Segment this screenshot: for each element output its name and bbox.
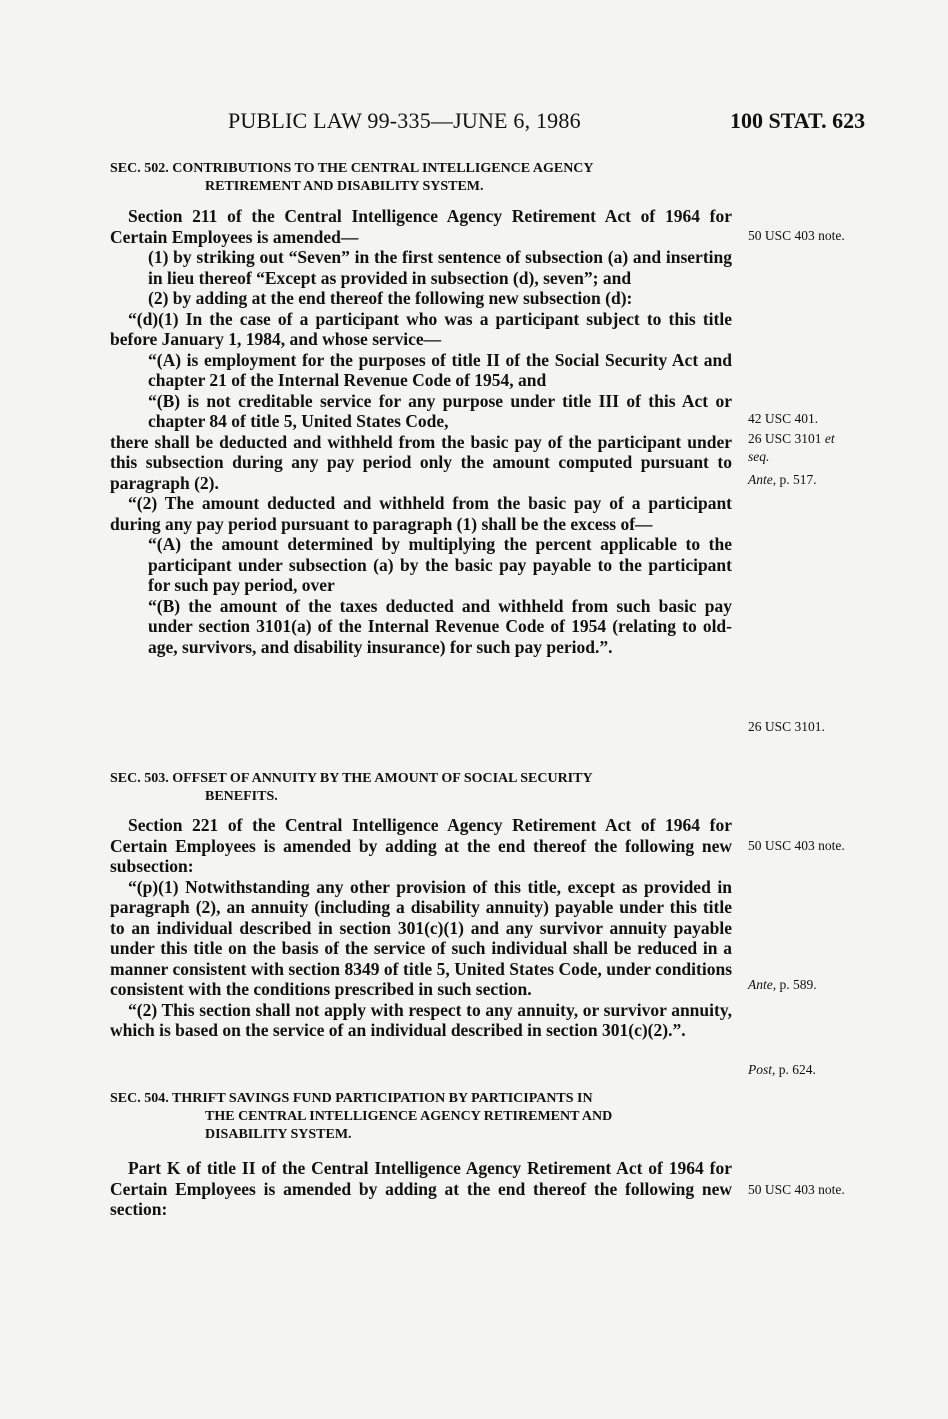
section-503-heading-line1: SEC. 503. OFFSET OF ANNUITY BY THE AMOUNT OF SOCIAL SECURITY: [110, 771, 593, 786]
section-504-heading: [110, 1090, 732, 1144]
section-502-intro: Section 211 of the Central Intelligence Agency Retirement Act of 1964 for Certain Employees is amended—: [110, 206, 732, 247]
section-504: [110, 1090, 732, 1144]
section-504-intro: Part K of title II of the Central Intelligence Agency Retirement Act of 1964 for Certain Employees is amended by adding at the end thereof the following new section:: [110, 1158, 732, 1219]
subsection-d-1: “(d)(1) In the case of a participant who was a participant subject to this title before January 1, 1984, and whose service—: [110, 308, 732, 349]
section-503-heading-line2: BENEFITS.: [205, 789, 278, 804]
subsection-d-1-A: “(A) is employment for the purposes of title II of the Social Security Act and chapter 21 of the Internal Revenue Code of 1954, and: [148, 349, 732, 390]
margin-note-ante-517: Ante, p. 517.: [748, 472, 817, 487]
section-504-body: [110, 1158, 732, 1220]
subsection-d-1-B: “(B) is not creditable service for any purpose under title III of this Act or chapter 84 of title 5, United States Code,: [148, 390, 732, 431]
running-header-title: PUBLIC LAW 99-335—JUNE 6, 1986: [228, 108, 581, 133]
section-503-body: [110, 815, 732, 1041]
section-502-item-1: (1) by striking out “Seven” in the first sentence of subsection (a) and inserting in lieu thereof “Except as provided in subsection (d), seven”; and: [148, 247, 732, 288]
section-503: [110, 770, 732, 806]
section-502-heading: [110, 160, 732, 196]
margin-note-seq: seq.: [748, 449, 770, 464]
margin-note-42-usc-401: 42 USC 401.: [748, 411, 819, 426]
subsection-p-2: “(2) This section shall not apply with respect to any annuity, or survivor annuity, which is based on the service of an individual described in section 301(c)(2).”.: [110, 999, 732, 1040]
subsection-p-1: “(p)(1) Notwithstanding any other provision of this title, except as provided in paragraph (2), an annuity (including a disability annuity) payable under this title to an individual described in section 301(c)(1) and any survivor annuity payable under this title on the basis of the service of such individual shall be reduced in a manner consistent with section 8349 of title 5, United States Code, under conditions consistent with the conditions prescribed in such section.: [110, 876, 732, 999]
section-504-heading-line3: DISABILITY SYSTEM.: [205, 1127, 352, 1142]
section-504-heading-line1: SEC. 504. THRIFT SAVINGS FUND PARTICIPATION BY PARTICIPANTS IN: [110, 1091, 593, 1106]
margin-note-50-usc-403: 50 USC 403 note.: [748, 228, 845, 243]
subsection-d-2-B: “(B) the amount of the taxes deducted and withheld from such basic pay under section 3101(a) of the Internal Revenue Code of 1954 (relating to old-age, survivors, and disability insurance) for such pay period.”.: [148, 595, 732, 657]
section-503-heading: [110, 770, 732, 806]
section-503-intro: Section 221 of the Central Intelligence Agency Retirement Act of 1964 for Certain Employees is amended by adding at the end thereof the following new subsection:: [110, 815, 732, 876]
section-502-body: [110, 206, 732, 657]
margin-note-50-usc-403-b: 50 USC 403 note.: [748, 838, 845, 853]
margin-note-26-usc-3101: 26 USC 3101.: [748, 719, 825, 734]
statute-page-number: 100 STAT. 623: [730, 108, 866, 133]
margin-note-50-usc-403-c: 50 USC 403 note.: [748, 1182, 845, 1197]
section-502: [110, 160, 732, 196]
section-502-item-2: (2) by adding at the end thereof the following new subsection (d):: [148, 288, 633, 308]
subsection-d-2-A: “(A) the amount determined by multiplying the percent applicable to the participant under subsection (a) by the basic pay payable to the participant for such pay period, over: [148, 534, 732, 595]
section-502-heading-line1: SEC. 502. CONTRIBUTIONS TO THE CENTRAL INTELLIGENCE AGENCY: [110, 161, 594, 176]
margin-note-post-624: Post, p. 624.: [748, 1062, 816, 1077]
subsection-d-2: “(2) The amount deducted and withheld from the basic pay of a participant during any pay period pursuant to paragraph (1) shall be the excess of—: [110, 493, 732, 534]
subsection-d-1-tail: there shall be deducted and withheld from the basic pay of the participant under this subsection during any pay period only the amount computed pursuant to paragraph (2).: [110, 431, 732, 493]
section-504-heading-line2: THE CENTRAL INTELLIGENCE AGENCY RETIREMENT AND: [205, 1109, 613, 1124]
section-502-heading-line2: RETIREMENT AND DISABILITY SYSTEM.: [205, 179, 484, 194]
margin-note-26-usc-3101-et-seq: 26 USC 3101 et: [748, 431, 835, 446]
margin-note-ante-589: Ante, p. 589.: [748, 977, 817, 992]
